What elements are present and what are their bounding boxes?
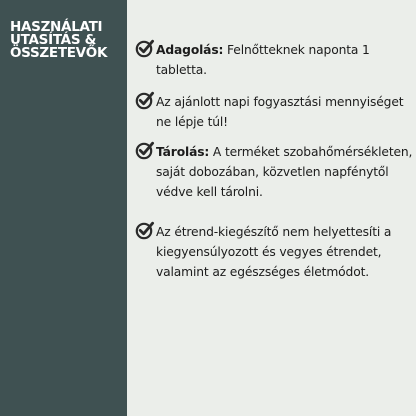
check-icon xyxy=(135,38,155,58)
instruction-text xyxy=(156,40,413,80)
sidebar-title: HASZNÁLATI UTASÍTÁS & ÖSSZETEVŐK xyxy=(10,19,108,61)
instruction-label: Tárolás: xyxy=(156,145,210,159)
instruction-item xyxy=(135,222,413,282)
instruction-body: Az ajánlott napi fogyasztási mennyiséget ne lépje túl! xyxy=(156,95,404,129)
instruction-body: Felnőtteknek naponta 1 tabletta. xyxy=(156,43,370,77)
check-icon xyxy=(135,220,155,240)
instruction-text xyxy=(156,222,413,282)
instruction-body: A terméket szobahőmérsékleten, saját dobozában, közvetlen napfénytől védve kell tárolni. xyxy=(156,145,413,199)
instruction-label: Adagolás: xyxy=(156,43,224,57)
check-icon xyxy=(135,140,155,160)
instructions-panel xyxy=(127,0,416,416)
instruction-body: Az étrend-kiegészítő nem helyettesíti a kiegyensúlyozott és vegyes étrendet, valamint az egészséges életmódot. xyxy=(156,225,392,279)
instruction-item xyxy=(135,142,413,202)
sidebar-panel xyxy=(0,0,127,416)
instruction-text xyxy=(156,142,413,202)
check-icon xyxy=(135,90,155,110)
instruction-item xyxy=(135,40,413,80)
instruction-item xyxy=(135,92,413,132)
instruction-text xyxy=(156,92,413,132)
